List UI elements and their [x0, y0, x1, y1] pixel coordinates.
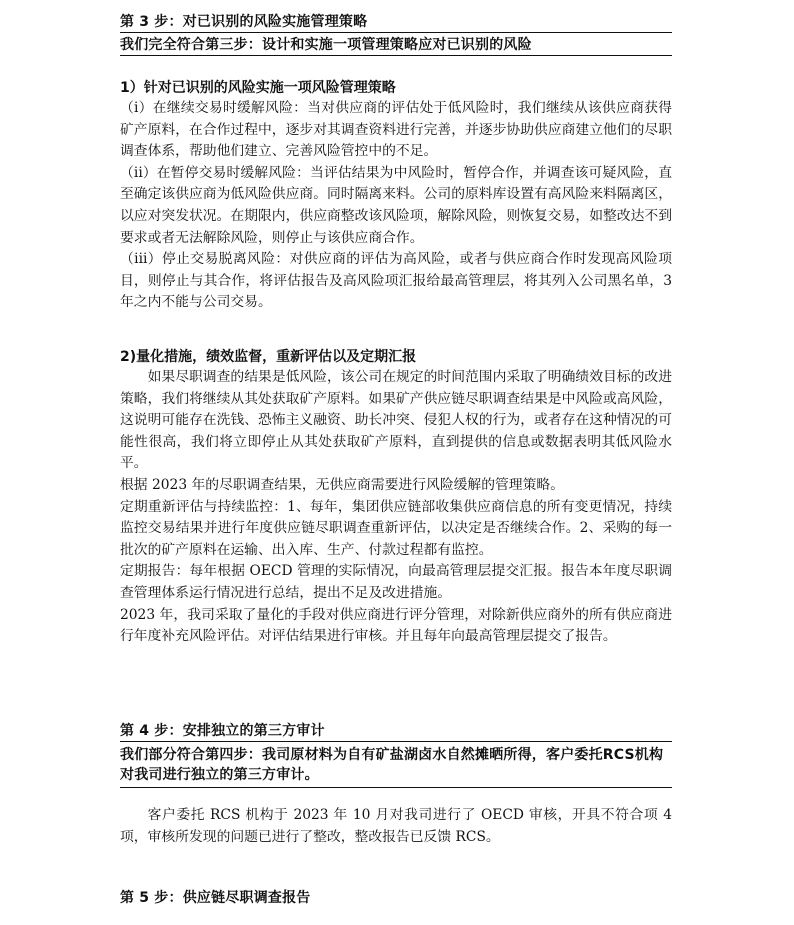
step4-conformance: 我们部分符合第四步：我司原材料为自有矿盐湖卤水自然摊晒所得，客户委托RCS机构对我司进行独立的第三方审计。	[120, 742, 672, 788]
section1-heading: 1）针对已识别的风险实施一项风险管理策略	[120, 80, 396, 96]
step3-header	[120, 13, 672, 56]
step3-section2	[120, 347, 672, 648]
section2-heading: 2)量化措施，绩效监督，重新评估以及定期汇报	[120, 349, 417, 365]
step3-section1	[120, 78, 672, 314]
step5-header	[120, 889, 672, 907]
section2-paragraph-monitoring: 定期重新评估与持续监控：1、每年，集团供应链部收集供应商信息的所有变更情况，持续监控交易结果并进行年度供应链尽职调查重新评估，以决定是否继续合作。2、采购的每一批次的矿产原料在运输、出入库、生产、付款过程都有监控。	[120, 498, 672, 558]
section2-intro: 如果尽职调查的结果是低风险，该公司在规定的时间范围内采取了明确绩效目标的改进策略，我们将继续从其处获取矿产原料。如果矿产供应链尽职调查结果是中风险或高风险，这说明可能存在洗钱、恐怖主义融资、助长冲突、侵犯人权的行为，或者存在这种情况的可能性很高，我们将立即停止从其处获取矿产原料，直到提供的信息或数据表明其低风险水平。	[120, 369, 672, 472]
step5-title: 第 5 步：供应链尽职调查报告	[120, 890, 311, 906]
section2-paragraph-result: 根据 2023 年的尽职调查结果，无供应商需要进行风险缓解的管理策略。	[120, 476, 564, 493]
section2-paragraph-reporting: 定期报告：每年根据 OECD 管理的实际情况，向最高管理层提交汇报。报告本年度尽职调查管理体系运行情况进行总结，提出不足及改进措施。	[120, 563, 672, 601]
section1-paragraph-i: （i）在继续交易时缓解风险：当对供应商的评估处于低风险时，我们继续从该供应商获得矿产原料，在合作过程中，逐步对其调查资料进行完善，并逐步协助供应商建立他们的尽职调查体系，帮助他们建立、完善风险管控中的不足。	[120, 100, 672, 160]
section1-paragraph-ii: （ii）在暂停交易时缓解风险：当评估结果为中风险时，暂停合作，并调查该可疑风险，直至确定该供应商为低风险供应商。同时隔离来料。公司的原料库设置有高风险来料隔离区，以应对突发状况。在期限内，供应商整改该风险项，解除风险，则恢复交易，如整改达不到要求或者无法解除风险，则停止与该供应商合作。	[120, 164, 672, 246]
section2-paragraph-2023: 2023 年，我司采取了量化的手段对供应商进行评分管理，对除新供应商外的所有供应商进行年度补充风险评估。对评估结果进行审核。并且每年向最高管理层提交了报告。	[120, 606, 672, 645]
step4-title: 第 4 步：安排独立的第三方审计	[120, 722, 672, 742]
step4-body: 客户委托 RCS 机构于 2023 年 10 月对我司进行了 OECD 审核，开具不符合项 4 项，审核所发现的问题已进行了整改，整改报告已反馈 RCS。	[120, 807, 672, 845]
section1-paragraph-iii: （iii）停止交易脱离风险：对供应商的评估为高风险，或者与供应商合作时发现高风险项目，则停止与其合作，将评估报告及高风险项汇报给最高管理层，将其列入公司黑名单，3 年之内不能与公司交易。	[120, 251, 672, 311]
step4-section	[120, 805, 672, 848]
step4-header	[120, 722, 672, 788]
step3-conformance: 我们完全符合第三步：设计和实施一项管理策略应对已识别的风险	[120, 33, 672, 56]
step3-title: 第 3 步：对已识别的风险实施管理策略	[120, 13, 672, 33]
